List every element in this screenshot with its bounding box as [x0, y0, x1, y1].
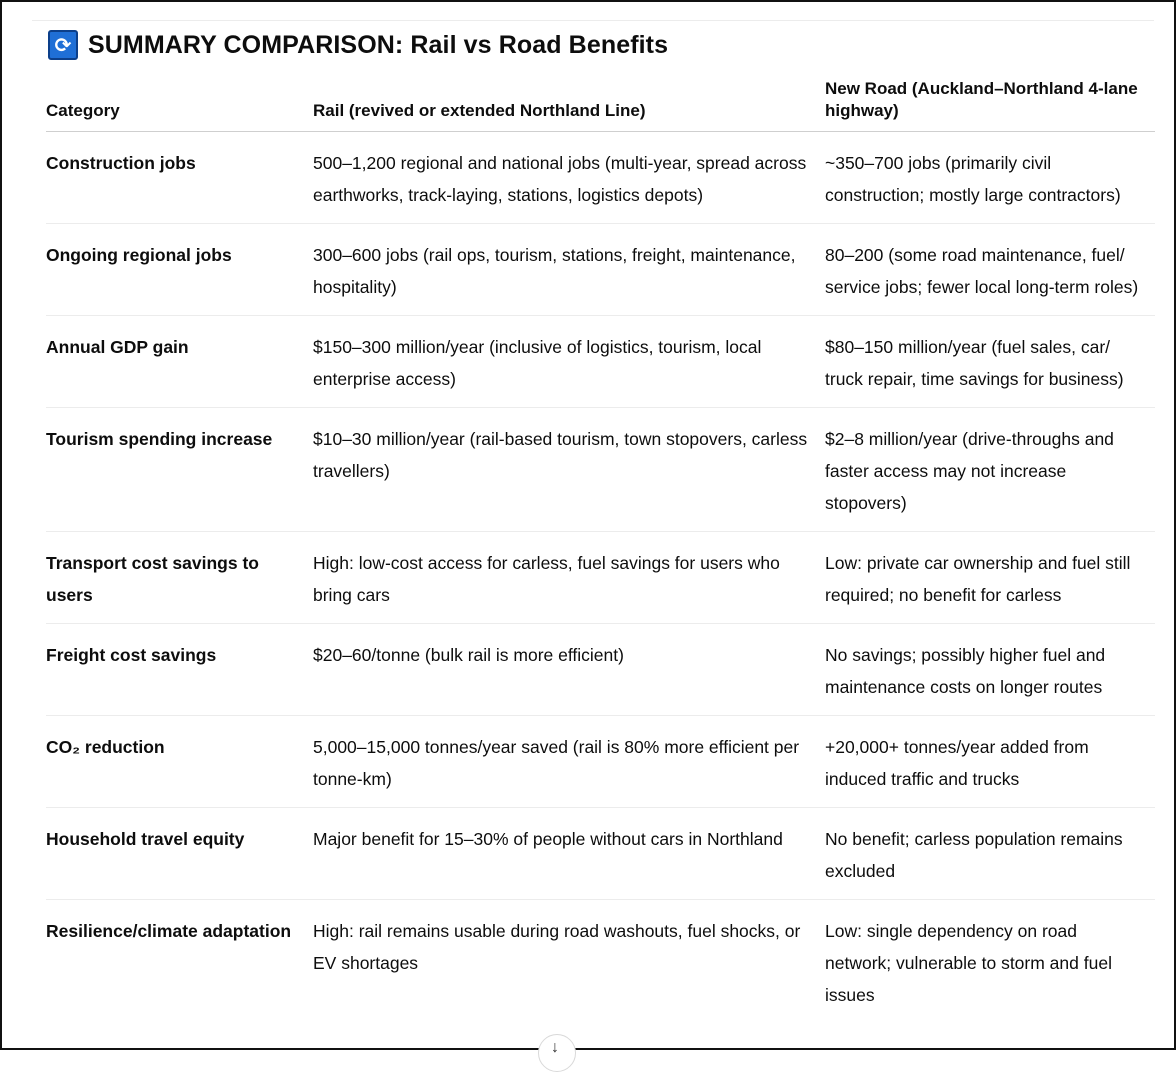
table-row	[46, 224, 1155, 316]
row-rail-value: High: rail remains usable during road washouts, fuel shocks, or EV shortages	[313, 921, 801, 973]
table-row	[46, 532, 1155, 624]
column-header-rail: Rail (revived or extended Northland Line)	[313, 78, 825, 132]
column-header-category: Category	[46, 78, 313, 132]
table-row	[46, 316, 1155, 408]
divider	[32, 20, 1154, 21]
row-road-value: Low: private car ownership and fuel still required; no benefit for carless	[825, 532, 1155, 624]
row-category: CO₂ reduction	[46, 716, 313, 808]
table-header-row	[46, 78, 1155, 132]
row-rail-value: $20–60/tonne (bulk rail is more efficient)	[313, 624, 825, 716]
table-row	[46, 132, 1155, 224]
row-rail-value: 300–600 jobs (rail ops, tourism, stations, freight, maintenance, hospitality)	[313, 224, 825, 316]
row-rail-value: Major benefit for 15–30% of people without cars in Northland	[313, 808, 825, 900]
row-category: Household travel equity	[46, 808, 313, 900]
row-rail-value: 500–1,200 regional and national jobs (multi-year, spread across earthworks, track-laying, stations, logistics depots)	[313, 132, 825, 224]
row-road-value: ~350–700 jobs (primarily civil construction; mostly large contractors)	[825, 132, 1155, 224]
scroll-down-button[interactable]	[538, 1034, 576, 1072]
row-road-value: $80–150 million/year (fuel sales, car/ truck repair, time savings for business)	[825, 316, 1155, 408]
row-category: Tourism spending increase	[46, 408, 313, 532]
table-row	[46, 408, 1155, 532]
table-row	[46, 624, 1155, 716]
section-title: SUMMARY COMPARISON: Rail vs Road Benefits	[88, 30, 669, 59]
row-road-value: No savings; possibly higher fuel and maintenance costs on longer routes	[825, 624, 1155, 716]
comparison-table	[46, 78, 1155, 1023]
section-heading	[48, 30, 668, 60]
row-category: Transport cost savings to users	[46, 532, 313, 624]
row-road-value: Low: single dependency on road network; vulnerable to storm and fuel issues	[825, 921, 1112, 1005]
row-road-value: $2–8 million/year (drive-throughs and faster access may not increase stopovers)	[825, 408, 1155, 532]
row-road-value: +20,000+ tonnes/year added from induced traffic and trucks	[825, 716, 1155, 808]
row-category: Construction jobs	[46, 132, 313, 224]
row-road-value: 80–200 (some road maintenance, fuel/ service jobs; fewer local long-term roles)	[825, 224, 1155, 316]
row-category: Freight cost savings	[46, 624, 313, 716]
scroll-down-icon: ↓	[551, 1039, 559, 1056]
table-row	[46, 716, 1155, 808]
row-category: Resilience/climate adaptation	[46, 921, 292, 941]
table-row	[46, 808, 1155, 900]
row-category: Annual GDP gain	[46, 316, 313, 408]
repeat-arrows-icon: ⟳	[48, 30, 78, 60]
row-category: Ongoing regional jobs	[46, 224, 313, 316]
table-row	[46, 900, 1155, 1024]
row-rail-value: $10–30 million/year (rail-based tourism, town stopovers, carless travellers)	[313, 408, 825, 532]
column-header-road: New Road (Auckland–Northland 4-lane highway)	[825, 78, 1155, 132]
row-rail-value: High: low-cost access for carless, fuel savings for users who bring cars	[313, 532, 825, 624]
row-rail-value: $150–300 million/year (inclusive of logistics, tourism, local enterprise access)	[313, 316, 825, 408]
row-road-value: No benefit; carless population remains excluded	[825, 808, 1155, 900]
row-rail-value: 5,000–15,000 tonnes/year saved (rail is 80% more efficient per tonne-km)	[313, 716, 825, 808]
